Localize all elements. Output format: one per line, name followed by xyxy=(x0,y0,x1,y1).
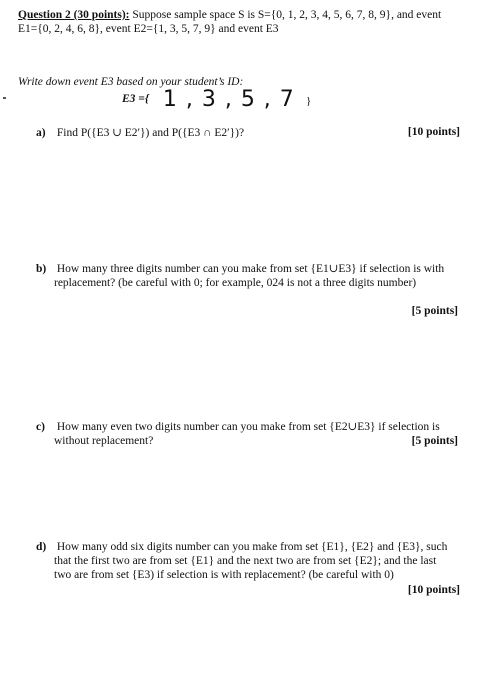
part-a-text: Find P({E3 ∪ E2′}) and P({E3 ∩ E2′})? xyxy=(56,127,245,139)
e3-handwritten-answer: 1 , 3 , 5 , 7 xyxy=(162,86,295,112)
question-title: Question 2 (30 points): xyxy=(18,9,130,21)
margin-mark xyxy=(3,97,6,99)
part-d-line3: two are from set {E3) if selection is with replacement? (be careful with 0) xyxy=(54,569,394,581)
e3-label: E3 ={ xyxy=(122,93,149,105)
part-d-line1: How many odd six digits number can you make from set {E1}, {E2} and {E3}, such xyxy=(56,541,448,553)
part-a-points: [10 points] xyxy=(407,126,460,138)
part-d xyxy=(36,540,462,582)
part-b xyxy=(36,262,462,290)
e3-answer-row xyxy=(122,86,295,112)
part-b-letter: b) xyxy=(36,263,47,275)
part-c-letter: c) xyxy=(36,421,45,433)
part-b-points: [5 points] xyxy=(411,305,458,317)
part-c-line2: without replacement? xyxy=(54,435,154,447)
part-d-letter: d) xyxy=(36,541,47,553)
e3-closing-brace: } xyxy=(306,95,312,107)
part-a-letter: a) xyxy=(36,127,46,139)
part-c xyxy=(36,420,462,448)
question-header xyxy=(18,8,466,36)
part-a xyxy=(36,126,462,140)
question-intro-line2: E1={0, 2, 4, 6, 8}, event E2={1, 3, 5, 7, 9} and event E3 xyxy=(18,23,279,35)
part-c-line1: How many even two digits number can you make from set {E2∪E3} if selection is xyxy=(56,421,440,433)
student-id-prompt: Write down event E3 based on your student’s ID: xyxy=(18,76,244,88)
part-d-points: [10 points] xyxy=(407,584,460,596)
part-b-line2: replacement? (be careful with 0; for example, 024 is not a three digits number) xyxy=(54,277,417,289)
part-d-line2: that the first two are from set {E1} and the next two are from set {E2}; and the last xyxy=(54,555,437,567)
part-b-line1: How many three digits number can you make from set {E1∪E3} if selection is with xyxy=(56,263,445,275)
part-c-points: [5 points] xyxy=(411,435,458,447)
question-intro-line1: Suppose sample space S is S={0, 1, 2, 3, 4, 5, 6, 7, 8, 9}, and event xyxy=(132,9,442,21)
